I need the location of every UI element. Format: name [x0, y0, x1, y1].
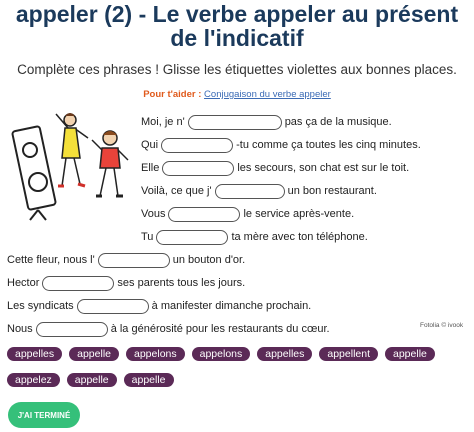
word-bank-row-2 [7, 373, 467, 387]
drop-slot-1[interactable] [188, 115, 282, 130]
sentence-5 [141, 206, 354, 222]
sentence-10-after: à la générosité pour les restaurants du cœur. [110, 323, 330, 335]
page-title-line2: de l'indicatif [170, 25, 304, 51]
sentence-10-before: Nous [7, 323, 33, 335]
sentence-4-after: un bon restaurant. [287, 185, 377, 197]
drop-slot-4[interactable] [215, 184, 285, 199]
sentence-2 [141, 137, 421, 153]
word-bank-row-1 [7, 347, 467, 361]
sentence-3 [141, 160, 409, 176]
image-credit: Fotolia © ivook [420, 322, 464, 329]
word-chip[interactable]: appelles [7, 347, 62, 361]
sentence-5-before: Vous [141, 208, 166, 220]
word-chip[interactable]: appelle [124, 373, 174, 387]
drop-slot-2[interactable] [161, 138, 233, 153]
sentence-10 [7, 321, 330, 337]
sentence-2-before: Qui [141, 139, 159, 151]
sentence-4-before: Voilà, ce que j' [141, 185, 212, 197]
drop-slot-5[interactable] [168, 207, 240, 222]
sentence-1-before: Moi, je n' [141, 116, 185, 128]
dancing-people-illustration [8, 108, 138, 226]
sentence-3-after: les secours, son chat est sur le toit. [237, 162, 410, 174]
dancing-girl-figure [56, 113, 88, 186]
word-chip[interactable]: appelle [385, 347, 435, 361]
sentence-8 [7, 275, 245, 291]
help-label: Pour t'aider : [143, 89, 202, 100]
word-chip[interactable]: appelle [67, 373, 117, 387]
sentence-9-after: à manifester dimanche prochain. [151, 300, 312, 312]
sentence-7-before: Cette fleur, nous l' [7, 254, 95, 266]
sentence-7-after: un bouton d'or. [172, 254, 246, 266]
sentence-5-after: le service après-vente. [243, 208, 355, 220]
drop-slot-3[interactable] [162, 161, 234, 176]
sentence-6 [141, 229, 368, 245]
sentence-9 [7, 298, 311, 314]
sentence-6-after: ta mère avec ton téléphone. [231, 231, 368, 243]
page-title-line1: appeler (2) - Le verbe appeler au présent [15, 1, 459, 27]
sentence-7 [7, 252, 245, 268]
sentence-2-after: -tu comme ça toutes les cinq minutes. [236, 139, 421, 151]
finish-button[interactable]: J'AI TERMINÉ [8, 402, 80, 428]
conjugation-link[interactable]: Conjugaison du verbe appeler [204, 89, 331, 100]
sentence-3-before: Elle [141, 162, 160, 174]
drop-slot-8[interactable] [42, 276, 114, 291]
sentence-6-before: Tu [141, 231, 154, 243]
page-title [0, 2, 474, 50]
sentence-1-after: pas ça de la musique. [284, 116, 392, 128]
drop-slot-9[interactable] [77, 299, 149, 314]
word-chip[interactable]: appelez [7, 373, 60, 387]
drop-slot-10[interactable] [36, 322, 108, 337]
sentence-1 [141, 114, 392, 130]
speaker-icon [12, 126, 56, 220]
word-chip[interactable]: appelle [69, 347, 119, 361]
word-chip[interactable]: appelons [126, 347, 185, 361]
drop-slot-6[interactable] [156, 230, 228, 245]
word-chip[interactable]: appelles [257, 347, 312, 361]
sentence-8-before: Hector [7, 277, 40, 289]
dancing-boy-figure [92, 131, 128, 196]
word-chip[interactable]: appellent [319, 347, 378, 361]
help-line [0, 89, 474, 100]
instruction-text: Complète ces phrases ! Glisse les étiquettes violettes aux bonnes places. [17, 62, 457, 77]
drop-slot-7[interactable] [98, 253, 170, 268]
sentence-4 [141, 183, 377, 199]
sentence-9-before: Les syndicats [7, 300, 74, 312]
sentence-8-after: ses parents tous les jours. [117, 277, 246, 289]
word-chip[interactable]: appelons [192, 347, 251, 361]
